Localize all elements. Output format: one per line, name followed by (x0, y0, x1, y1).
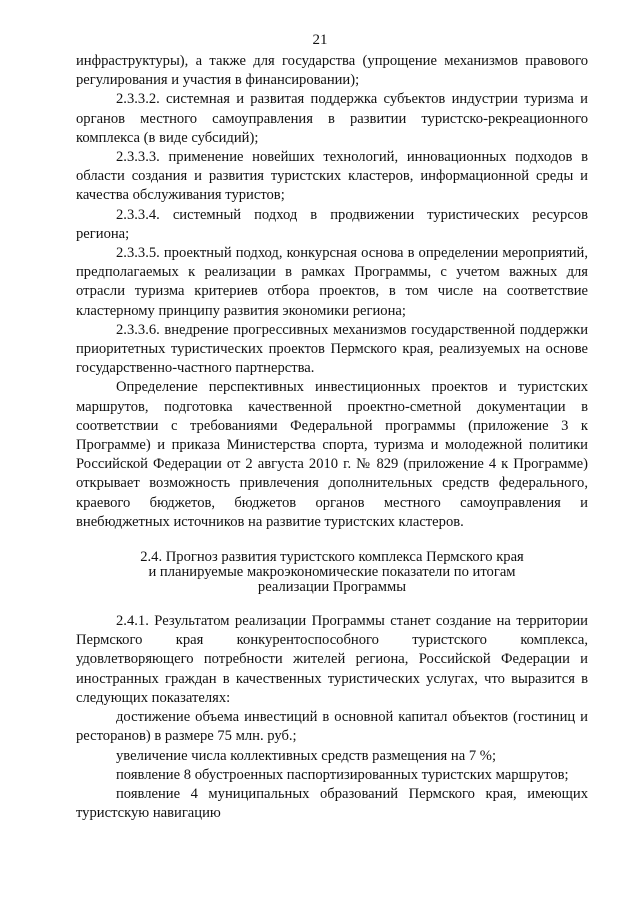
paragraph-2-3-3-4: 2.3.3.4. системный подход в продвижении туристических ресурсов региона; (76, 206, 588, 242)
section-heading-2-4 (76, 550, 588, 595)
indicator-navigation: появление 4 муниципальных образований Пермского края, имеющих туристскую навигацию (76, 785, 588, 822)
section-heading-line-1: 2.4. Прогноз развития туристского комплекса Пермского края (140, 549, 524, 566)
section-heading-line-3: реализации Программы (257, 579, 407, 596)
paragraph-continuation: инфраструктуры), а также для государства (упрощение механизмов правового регулирования и участия в финансировании); (76, 53, 588, 89)
indicator-routes: появление 8 обустроенных паспортизированных туристских маршрутов; (116, 766, 569, 783)
paragraph-investment-projects: Определение перспективных инвестиционных проектов и туристских маршрутов, подготовка качественной проектно-сметной документации в соответствии с требованиями Федеральной программы (приложение 3 к Программе) и приказа Министерства спорта, туризма и молодежной политики Российской Федерации от 2 августа 2010 г. № 829 (приложение 4 к Программе) открывает возможность привлечения дополнительных средств федерального, краевого бюджетов, бюджетов органов местного самоуправления и внебюджетных источников на развитие туристских кластеров. (76, 379, 588, 530)
indicator-accommodation: увеличение числа коллективных средств размещения на 7 %; (116, 747, 497, 764)
paragraph-2-4-1: 2.4.1. Результатом реализации Программы станет создание на территории Пермского края конкурентоспособного туристского комплекса, удовлетворяющего потребности жителей региона, Российской Федерации и иностранных граждан в качественных туристических услугах, что выразится в следующих показателях: (76, 613, 588, 706)
section-heading-line-2: и планируемые макроэкономические показатели по итогам (148, 564, 516, 581)
paragraph-2-3-3-2: 2.3.3.2. системная и развитая поддержка субъектов индустрии туризма и органов местного самоуправления в развитии туристско-рекреационного комплекса (в виде субсидий); (76, 91, 588, 146)
paragraph-2-3-3-6: 2.3.3.6. внедрение прогрессивных механизмов государственной поддержки приоритетных туристических проектов Пермского края, реализуемых на основе государственно-частного партнерства. (76, 321, 588, 377)
paragraph-2-3-3-3: 2.3.3.3. применение новейших технологий, инновационных подходов в области создания и развития туристских кластеров, информационной среды и качества обслуживания туристов; (76, 149, 588, 204)
page-number: 21 (312, 32, 328, 48)
indicator-investment: достижение объема инвестиций в основной капитал объектов (гостиниц и ресторанов) в размере 75 млн. руб.; (76, 709, 588, 745)
paragraph-2-3-3-5: 2.3.3.5. проектный подход, конкурсная основа в определении мероприятий, предполагаемых к реализации в рамках Программы, с учетом важных для отрасли туризма критериев отбора проектов, в том числе на соответствие кластерному принципу развития экономики региона; (76, 245, 588, 319)
document-body (76, 52, 588, 823)
